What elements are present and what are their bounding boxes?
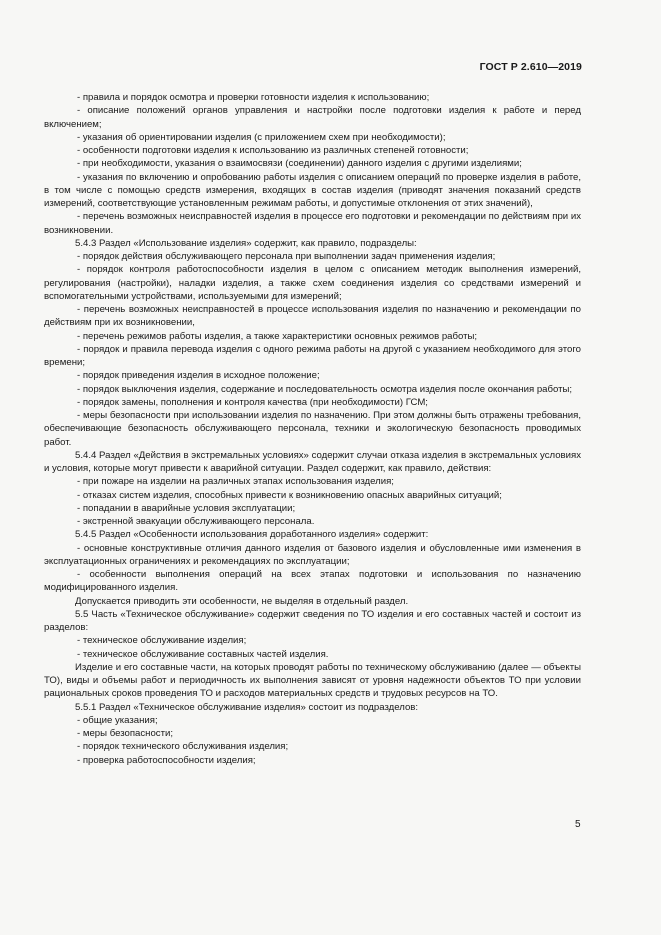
list-item: - особенности подготовки изделия к использованию из различных степеней готовности; — [77, 145, 469, 156]
paragraph: 5.4.4 Раздел «Действия в экстремальных условиях» содержит случаи отказа изделия в экстремальных условиях и условия, которые могут привести к аварийной ситуации. Раздел содержит, как правило, действия: — [44, 449, 581, 474]
list-item: - при пожаре на изделии на различных этапах использования изделия; — [77, 476, 394, 488]
list-item: - порядок замены, пополнения и контроля качества (при необходимости) ГСМ; — [77, 396, 428, 408]
list-item: - меры безопасности; — [77, 728, 174, 739]
list-item: - общие указания; — [77, 714, 158, 726]
list-item: - особенности выполнения операций на всех этапах подготовки и использования по назначению модифицированного изделия. — [44, 569, 581, 594]
paragraph: 5.4.3 Раздел «Использование изделия» содержит, как правило, подразделы: — [75, 237, 417, 249]
list-item: - основные конструктивные отличия данного изделия от базового изделия и обусловленные ими изменения в эксплуатационных ограничениях и рекомендациях по эксплуатации; — [44, 542, 581, 567]
list-item: - порядок выключения изделия, содержание и последовательность осмотра изделия после окончания работы; — [77, 383, 573, 395]
list-item: - техническое обслуживание составных частей изделия. — [77, 648, 329, 660]
page-number: 5 — [575, 819, 581, 830]
list-item: - отказах систем изделия, способных привести к возникновению опасных аварийных ситуаций; — [77, 489, 502, 501]
list-item: - порядок контроля работоспособности изделия в целом с описанием методик выполнения измерений, регулирования (настройки), наладки изделия, а также схем соединения изделия со средствами измерений и вспомогательными устройствами, используемыми для измерений; — [44, 264, 581, 302]
list-item: - попадании в аварийные условия эксплуатации; — [77, 502, 296, 514]
list-item: - меры безопасности при использовании изделия по назначению. При этом должны быть отражены требования, обеспечивающие безопасность обслуживающего персонала, техники и экологическую безопасность проводимых работ. — [44, 410, 581, 448]
document-body — [44, 91, 581, 767]
list-item: - указания по включению и опробованию работы изделия с описанием операций по проверке изделия в работе, в том числе с помощью средств измерения, входящих в состав изделия (приводят значения показаний средств измерений, соответствующие установленным режимам работы, и допустимые отклонения от этих значений), — [44, 171, 581, 209]
document-code-header: ГОСТ Р 2.610—2019 — [479, 61, 582, 73]
paragraph: 5.5 Часть «Техническое обслуживание» содержит сведения по ТО изделия и его составных частей и состоит из разделов: — [44, 608, 581, 633]
list-item: - указания об ориентировании изделия (с приложением схем при необходимости); — [77, 131, 446, 143]
list-item: - порядок технического обслуживания изделия; — [77, 741, 289, 753]
list-item: - порядок действия обслуживающего персонала при выполнении задач применения изделия; — [77, 251, 496, 262]
list-item: - порядок приведения изделия в исходное положение; — [77, 370, 320, 382]
paragraph: 5.4.5 Раздел «Особенности использования доработанного изделия» содержит: — [75, 529, 429, 541]
list-item: - правила и порядок осмотра и проверки готовности изделия к использованию; — [77, 92, 430, 103]
paragraph: Изделие и его составные части, на которых проводят работы по техническому обслуживанию (далее — объекты ТО), виды и объемы работ и периодичность их выполнения зависят от уровня надежности объектов ТО при условии рациональных сроков проведения ТО и расходов материальных средств и трудовых ресурсов на ТО. — [44, 661, 581, 700]
list-item: - перечень возможных неисправностей в процессе использования изделия по назначению и рекомендации по действиям при их возникновении, — [44, 304, 581, 329]
list-item: - экстренной эвакуации обслуживающего персонала. — [77, 516, 315, 527]
list-item: - проверка работоспособности изделия; — [77, 754, 256, 766]
paragraph: 5.5.1 Раздел «Техническое обслуживание изделия» состоит из подразделов: — [75, 701, 419, 713]
list-item: - перечень режимов работы изделия, а также характеристики основных режимов работы; — [77, 330, 478, 342]
paragraph: Допускается приводить эти особенности, не выделяя в отдельный раздел. — [75, 595, 409, 607]
list-item: - порядок и правила перевода изделия с одного режима работы на другой с указанием необходимого для этого времени; — [44, 343, 581, 368]
list-item: - техническое обслуживание изделия; — [77, 635, 247, 647]
list-item: - при необходимости, указания о взаимосвязи (соединении) данного изделия с другими изделиями; — [77, 158, 522, 170]
list-item: - перечень возможных неисправностей изделия в процессе его подготовки и рекомендации по действиям при их возникновении. — [44, 211, 581, 236]
list-item: - описание положений органов управления и настройки после подготовки изделия к работе и перед включением; — [44, 105, 581, 130]
